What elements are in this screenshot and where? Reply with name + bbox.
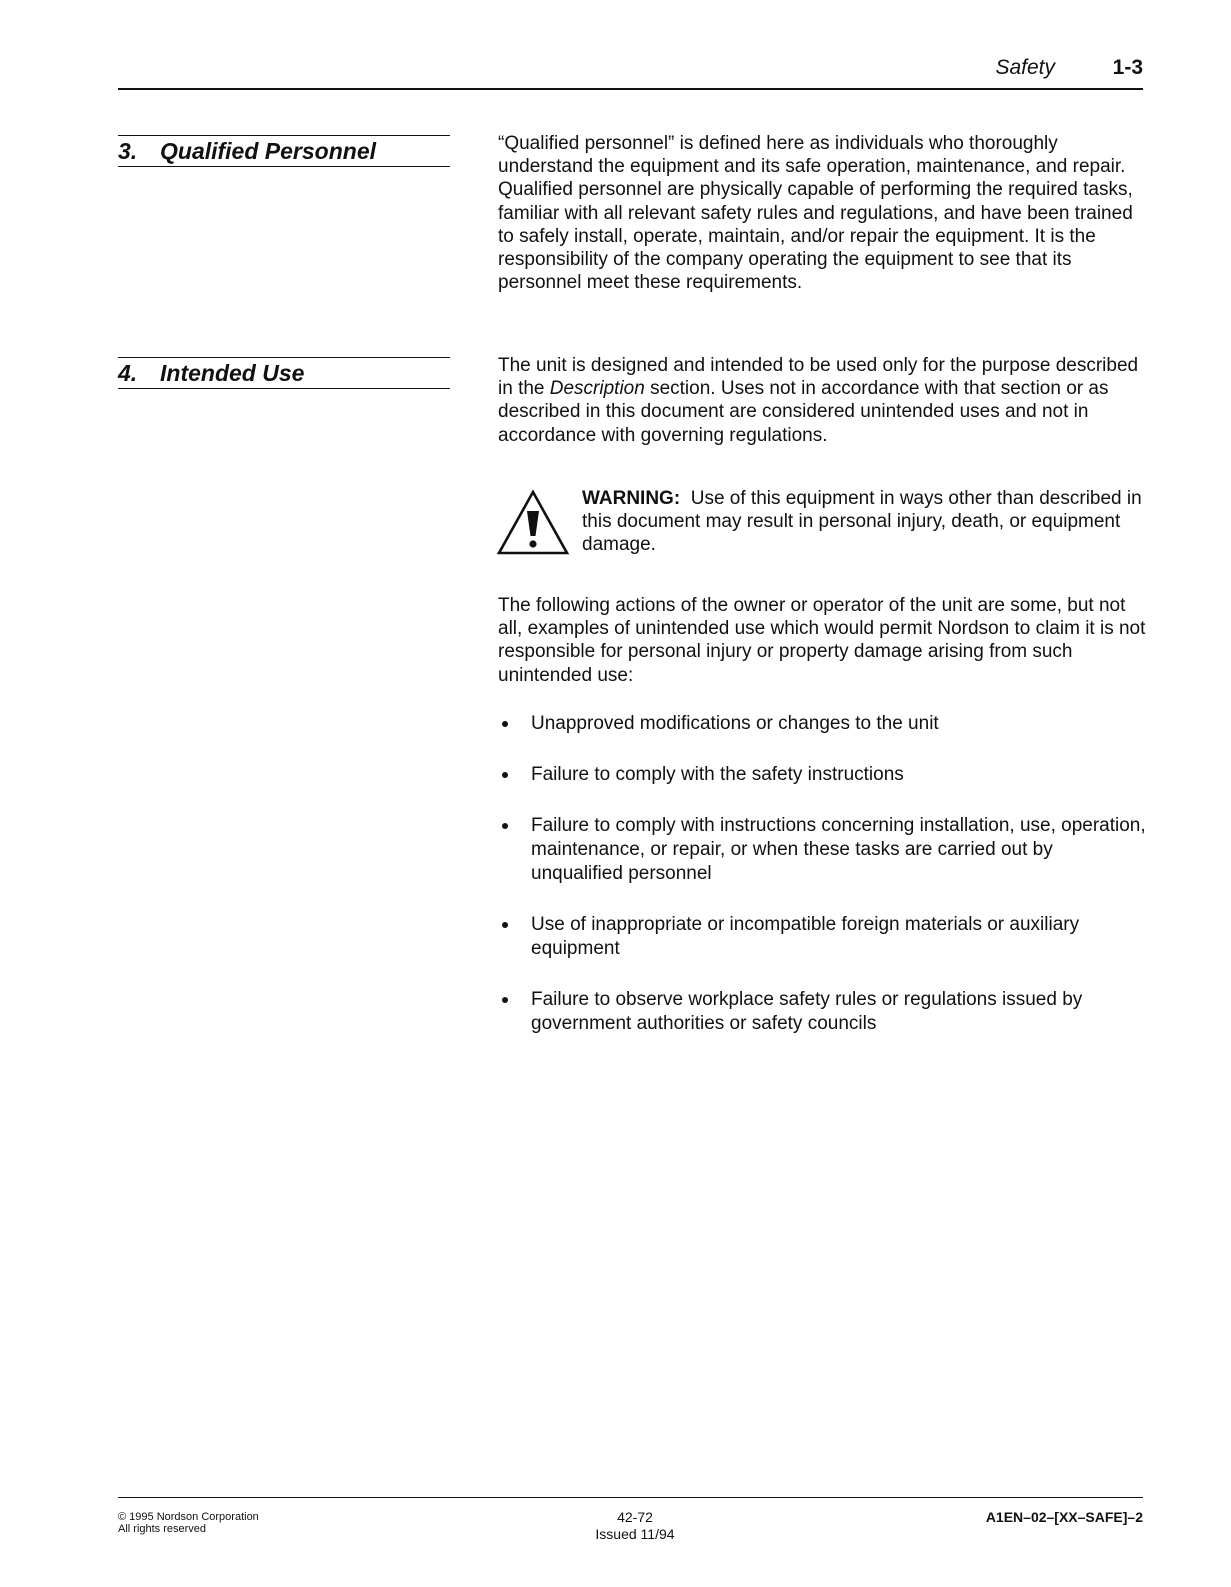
list-item-text: Failure to comply with instructions concerning installation, use, operation, maintenance, or repair, or when these tasks are carried out by unqualified personnel [531, 815, 1146, 884]
warning-message: Use of this equipment in ways other than described in this document may result in personal injury, death, or equipment damage. [582, 488, 1142, 556]
warning-text [582, 487, 1148, 557]
bullet-icon [502, 997, 508, 1003]
footer-doc-code: A1EN–02–[XX–SAFE]–2 [985, 1509, 1143, 1525]
unintended-use-intro: The following actions of the owner or operator of the unit are some, but not all, examples of unintended use which would permit Nordson to claim it is not responsible for personal injury or property damage arising from such unintended use: [498, 595, 1146, 686]
intended-use-text-after: section. Uses not in accordance with that section or as described in this document are considered unintended uses and not in accordance with governing regulations. [498, 378, 1109, 446]
footer-copyright [118, 1511, 259, 1535]
bullet-icon [502, 922, 508, 928]
qualified-personnel-paragraph: “Qualified personnel” is defined here as individuals who thoroughly understand the equipment and its safe operation, maintenance, and repair. Qualified personnel are physically capable of performing the required tasks, familiar with all relevant safety rules and regulations, and have been trained to safely install, operate, maintain, and/or repair the equipment. It is the responsibility of the company operating the equipment to see that its personnel meet these requirements. [498, 133, 1133, 294]
intended-use-paragraph [498, 354, 1148, 447]
header-page-number: 1-3 [1112, 56, 1143, 79]
copyright-text: © 1995 Nordson Corporation [118, 1511, 259, 1523]
section-title: Qualified Personnel [160, 138, 376, 164]
warning-triangle-icon [496, 489, 570, 555]
warning-callout [496, 487, 1148, 567]
doc-number: 42-72 [617, 1509, 653, 1525]
section-heading-intended-use [118, 357, 450, 389]
list-item [498, 814, 1148, 886]
list-item-text: Use of inappropriate or incompatible foreign materials or auxiliary equipment [531, 914, 1080, 959]
section-number: 3. [118, 138, 138, 164]
list-item [498, 712, 1148, 736]
list-item [498, 913, 1148, 961]
issued-date: Issued 11/94 [595, 1526, 675, 1542]
list-item-text: Failure to comply with the safety instructions [531, 764, 904, 785]
bullet-icon [502, 721, 508, 727]
list-item [498, 988, 1148, 1036]
bullet-icon [502, 823, 508, 829]
list-item [498, 763, 1148, 787]
warning-label: WARNING: [582, 488, 681, 509]
intended-use-text-before: The unit is designed and intended to be used only for the purpose described in the [498, 355, 1139, 400]
section-heading-qualified-personnel [118, 135, 450, 167]
description-reference: Description [549, 378, 645, 400]
section-title: Intended Use [160, 360, 305, 386]
list-item-text: Unapproved modifications or changes to the unit [531, 713, 939, 734]
bullet-icon [502, 772, 508, 778]
footer-doc-info [530, 1509, 740, 1543]
unintended-use-list [498, 712, 1148, 1063]
footer-rule [118, 1497, 1143, 1498]
rights-text: All rights reserved [118, 1523, 207, 1535]
header-section-title: Safety [995, 56, 1055, 79]
list-item-text: Failure to observe workplace safety rules or regulations issued by government authorities or safety councils [531, 989, 1083, 1034]
header-rule [118, 88, 1143, 90]
section-number: 4. [118, 360, 138, 386]
